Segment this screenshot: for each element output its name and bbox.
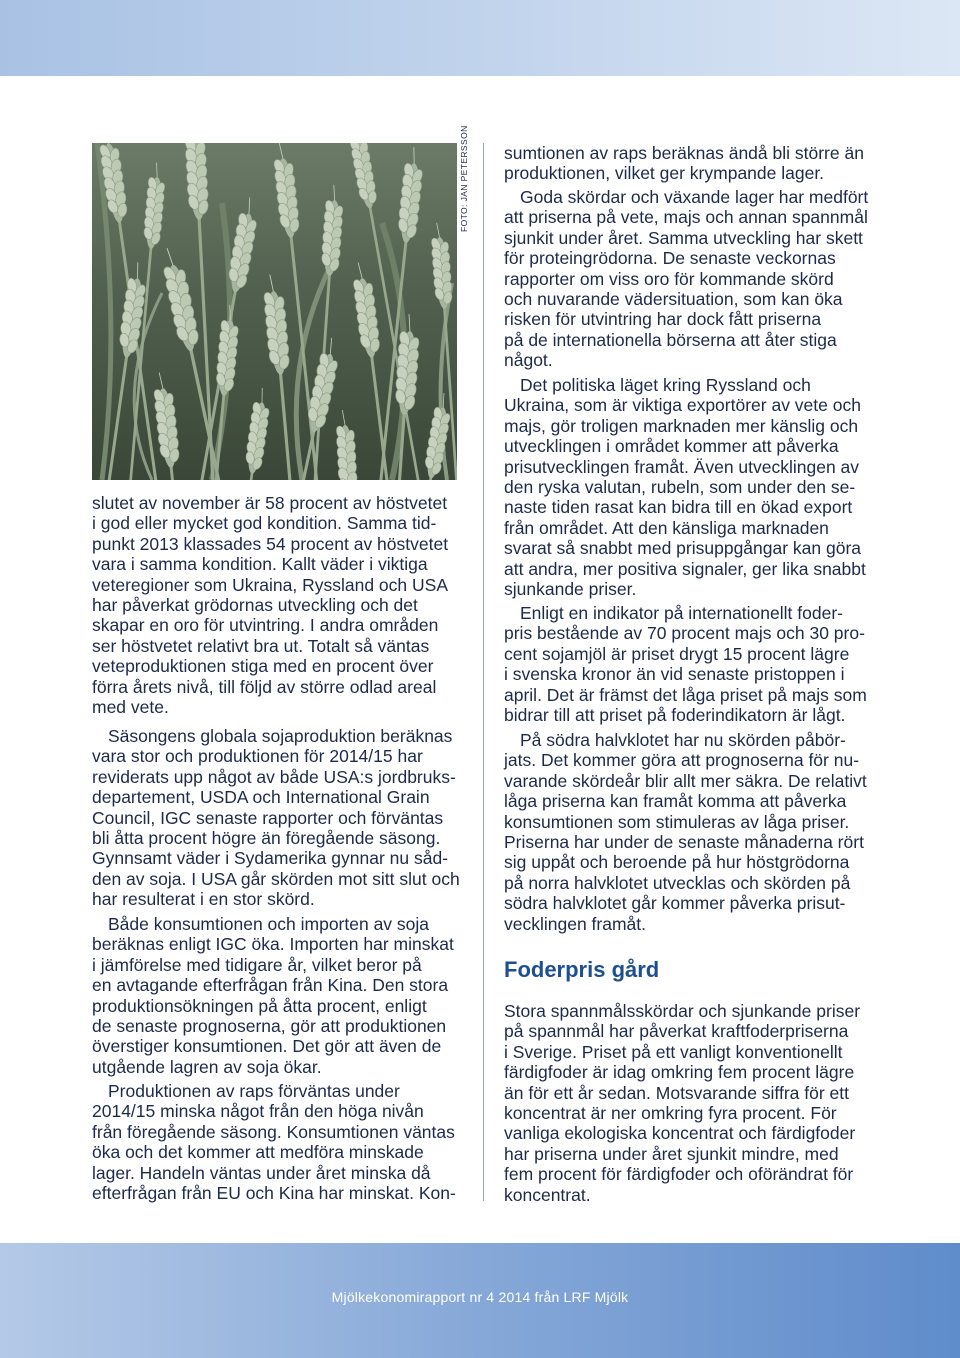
text-line: koncentrat är ner omkring fyra procent. För [504, 1103, 837, 1124]
text-line: prisutvecklingen framåt. Även utvecklingen av [504, 456, 860, 477]
text-line: Produktionen av raps förväntas under [108, 1081, 400, 1101]
text-line: sumtionen av raps beräknas ändå bli större än [504, 143, 864, 163]
text-line: rapporter om viss oro för kommande skörd [504, 268, 834, 289]
paragraph [504, 603, 867, 725]
text-line: har priserna under året sjunkit mindre, med [504, 1143, 839, 1164]
text-line: låga priserna kan framåt komma att påverka [504, 791, 847, 812]
text-line: konsumtionen som stimuleras av låga priser. [504, 811, 850, 832]
text-line: vara i samma kondition. Kallt väder i viktiga [92, 554, 428, 575]
text-line: 2014/15 minska något från den höga nivån [92, 1101, 424, 1122]
text-line: överstiger konsumtionen. Det gör att även de [92, 1036, 442, 1057]
text-line: den av soja. I USA går skörden mot sitt slut och [92, 868, 460, 889]
text-line: den ryska valutan, rubeln, som under den se- [504, 477, 856, 498]
text-line: varande skördeår blir allt mer säkra. De relativt [504, 770, 867, 791]
text-line: reviderats upp något av både USA:s jordbruks- [92, 766, 456, 787]
text-line: i god eller mycket god kondition. Samma tid- [92, 513, 437, 534]
text-line: pris bestående av 70 procent majs och 30 pro- [504, 623, 865, 644]
text-line: naste tiden rasat kan bidra till en ökad export [504, 497, 853, 518]
text-line: vecklingen framåt. [504, 913, 647, 934]
text-line: vanliga ekologiska koncentrat och färdigfoder [504, 1123, 856, 1144]
text-line: Stora spannmålsskördar och sjunkande priser [504, 1001, 861, 1021]
text-line: koncentrat. [504, 1184, 591, 1205]
text-line: utgående lagren av soja ökar. [92, 1056, 322, 1077]
text-line: med vete. [92, 697, 169, 718]
text-line: april. Det är främst det låga priset på majs som [504, 684, 867, 705]
text-line: en avtagande efterfrågan från Kina. Den stora [92, 975, 449, 996]
text-line: majs, gör troligen marknaden mer känslig och [504, 415, 859, 436]
text-line: Ukraina, som är viktiga exportörer av vete och [504, 395, 861, 416]
text-line: färdigfoder är idag omkring fem procent lägre [504, 1062, 855, 1083]
text-line: Säsongens globala sojaproduktion beräknas [108, 726, 453, 746]
text-line: vara stor och produktionen för 2014/15 har [92, 746, 423, 767]
text-line: bli åtta procent högre än föregående säsong. [92, 828, 441, 849]
text-line: Gynnsamt väder i Sydamerika gynnar nu såd- [92, 848, 448, 869]
wheat-field-photo [92, 143, 457, 480]
text-line: Enligt en indikator på internationellt foder- [520, 603, 843, 623]
text-line: på spannmål har påverkat kraftfoderpriserna [504, 1021, 849, 1042]
text-line: Goda skördar och växande lager har medfört [520, 187, 869, 207]
text-line: förra årets nivå, till följd av större odlad areal [92, 676, 437, 697]
text-line: på norra halvklotet utvecklas och skörden på [504, 872, 851, 893]
text-line: beräknas enligt IGC öka. Importen har minskat [92, 934, 454, 955]
photo-credit: FOTO: JAN PETERSSON [459, 125, 469, 232]
top-color-band [0, 0, 960, 76]
text-line: de senaste prognoserna, gör att produktionen [92, 1016, 447, 1037]
paragraph [92, 726, 460, 910]
text-line: sjunkit under året. Samma utveckling har skett [504, 227, 863, 248]
paragraph [92, 1081, 456, 1203]
text-line: punkt 2013 klassades 54 procent av höstvetet [92, 533, 449, 554]
text-line: På södra halvklotet har nu skörden påbör- [520, 730, 846, 750]
text-line: veteregioner som Ukraina, Ryssland och USA [92, 574, 448, 595]
paragraph [504, 375, 866, 599]
text-line: i svenska kronor än vid senaste pristoppen i [504, 664, 845, 685]
text-line: från området. Att den känsliga marknaden [504, 517, 829, 538]
text-line: risken för utvintring har dock fått priserna [504, 309, 822, 330]
text-line: för proteingrödorna. De senaste veckornas [504, 248, 836, 269]
text-line: i jämförelse med tidigare år, vilket beror på [92, 954, 422, 975]
text-line: fem procent för färdigfoder och oförändrat för [504, 1164, 854, 1185]
paragraph [92, 914, 454, 1077]
column-divider [483, 143, 484, 1201]
text-line: veteproduktionen stiga med en procent över [92, 656, 434, 677]
text-line: Council, IGC senaste rapporter och förväntas [92, 807, 444, 828]
text-line: Både konsumtionen och importen av soja [108, 914, 430, 934]
text-line: på de internationella börserna att åter stiga [504, 329, 837, 350]
text-line: och nuvarande vädersituation, som kan öka [504, 289, 843, 310]
section-heading: Foderpris gård [504, 957, 660, 982]
text-line: svarat så snabbt med prisuppgångar kan göra [504, 538, 862, 559]
text-line: södra halvklotet går kommer påverka prisut- [504, 893, 846, 914]
text-line: att priserna på vete, majs och annan spannmål [504, 207, 868, 228]
paragraph [504, 143, 864, 184]
text-line: produktionen, vilket ger krympande lager. [504, 163, 825, 184]
text-line: än för ett år sedan. Motsvarande siffra för ett [504, 1082, 849, 1103]
text-line: ser höstvetet relativt bra ut. Totalt så väntas [92, 635, 430, 656]
text-line: från föregående säsong. Konsumtionen väntas [92, 1121, 455, 1142]
text-line: departement, USDA och International Grain [92, 787, 430, 808]
text-line: produktionsökningen på åtta procent, enligt [92, 995, 427, 1016]
text-line: sjunkande priser. [504, 579, 637, 600]
text-line: något. [504, 350, 553, 371]
text-line: har påverkat grödornas utveckling och det [92, 595, 418, 616]
paragraph [504, 730, 867, 934]
text-line: öka och det kommer att medföra minskade [92, 1142, 424, 1163]
text-line: Priserna har under de senaste månaderna rört [504, 832, 864, 853]
text-line: har resulterat i en stor skörd. [92, 889, 315, 910]
paragraph [504, 1001, 860, 1205]
paragraph [92, 493, 448, 717]
text-line: utvecklingen i området kommer att påverka [504, 436, 839, 457]
paragraph [504, 187, 868, 371]
text-line: att andra, mer positiva signaler, ger lika snabbt [504, 558, 866, 579]
text-line: sig uppåt och beroende på hur höstgrödorna [504, 852, 850, 873]
text-line: cent sojamjöl är priset drygt 15 procent lägre [504, 643, 850, 664]
text-line: Det politiska läget kring Ryssland och [520, 375, 811, 395]
text-line: jats. Det kommer göra att prognoserna för nu- [504, 750, 860, 771]
text-line: slutet av november är 58 procent av höstvetet [92, 493, 448, 513]
text-line: efterfrågan från EU och Kina har minskat. Kon- [92, 1183, 456, 1204]
text-line: i Sverige. Priset på ett vanligt konventionellt [504, 1041, 843, 1062]
text-line: skapar en oro för utvintring. I andra områden [92, 615, 439, 636]
text-line: lager. Handeln väntas under året minska då [92, 1162, 431, 1183]
footer-publication-title: Mjölkekonomirapport nr 4 2014 från LRF Mjölk [331, 1289, 629, 1305]
text-line: bidrar till att priset på foderindikatorn är lågt. [504, 705, 846, 726]
